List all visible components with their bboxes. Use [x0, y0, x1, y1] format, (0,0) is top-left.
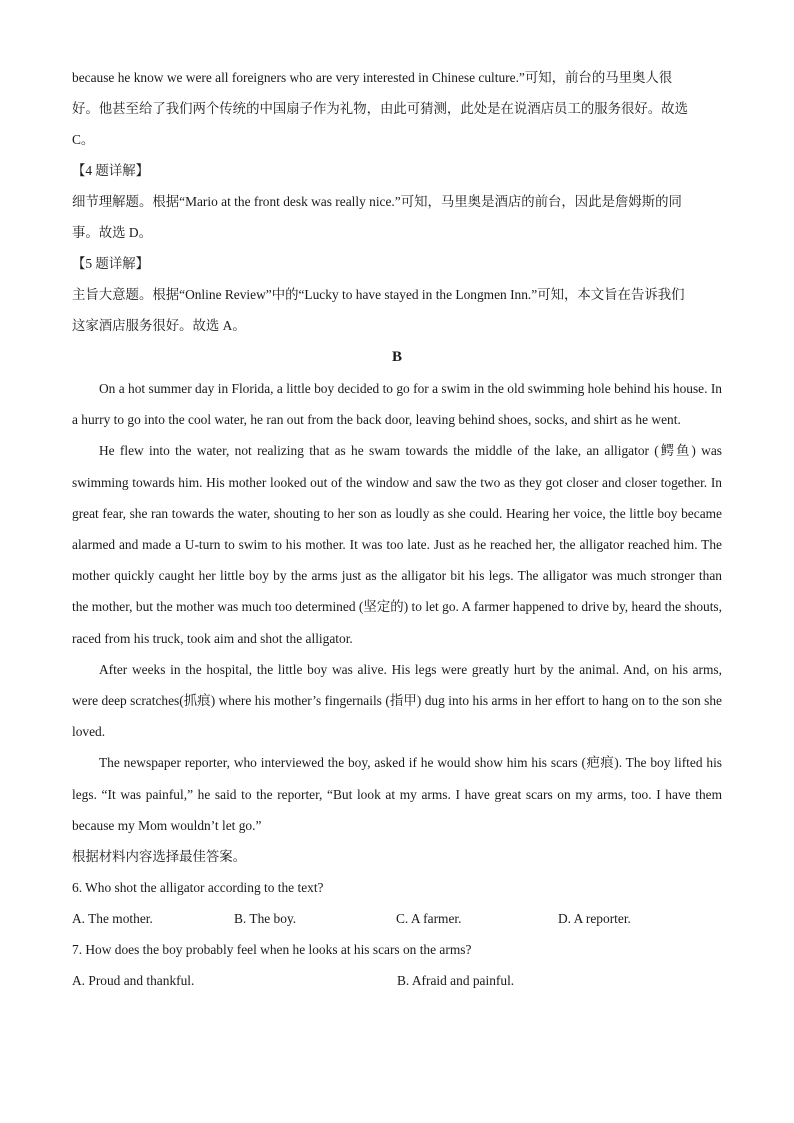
passage-paragraph-1: On a hot summer day in Florida, a little boy decided to go for a swim in the old swimming hole behind his house. In a hurry to go into the cool water, he ran out from the back door, leaving behind shoes, socks, and shirt as he went.: [72, 381, 722, 428]
q4-explanation-header: 【4 题详解】: [72, 163, 149, 178]
explanation-q3-continued-line-3: C。: [72, 132, 95, 147]
question-6-option-d: D. A reporter.: [558, 911, 631, 927]
question-7-option-a: A. Proud and thankful.: [72, 973, 195, 989]
passage-paragraph-2: He flew into the water, not realizing that as he swam towards the middle of the lake, an alligator (鳄鱼) was swimming towards him. His mother looked out of the window and saw the two as they got closer and closer together. In great fear, she ran towards the water, shouting to her son as loudly as she could. Hearing her voice, the little boy became alarmed and made a U-turn to swim to his mother. It was too late. Just as he reached her, the alligator reached him. The mother quickly caught her little boy by the arms just as the alligator bit his legs. The alligator was much stronger than the mother, but the mother was much too determined (坚定的) to let go. A farmer happened to drive by, heard the shouts, raced from his truck, took aim and shot the alligator.: [72, 443, 722, 646]
q4-explanation-line-2: 事。故选 D。: [72, 225, 152, 240]
q5-explanation-line-1: 主旨大意题。根据“Online Review”中的“Lucky to have stayed in the Longmen Inn.”可知，本文旨在告诉我们: [72, 287, 685, 302]
section-b-title: B: [391, 349, 402, 365]
question-6-stem: 6. Who shot the alligator according to the text?: [72, 880, 324, 896]
question-6-options: [72, 903, 722, 934]
instruction-text: 根据材料内容选择最佳答案。: [72, 849, 247, 865]
q4-explanation-line-1: 细节理解题。根据“Mario at the front desk was really nice.”可知，马里奥是酒店的前台，因此是詹姆斯的同: [72, 194, 682, 209]
q5-explanation-header: 【5 题详解】: [72, 256, 149, 271]
question-7-options: [72, 965, 722, 996]
document-page: [72, 62, 722, 996]
question-6-option-b: B. The boy.: [234, 911, 297, 927]
passage-paragraph-3: After weeks in the hospital, the little boy was alive. His legs were greatly hurt by the animal. And, on his arms, were deep scratches(抓痕) where his mother’s fingernails (指甲) dug into his arms in her effort to hang on to the son she loved.: [72, 661, 722, 740]
explanation-q3-continued-line-2: 好。他甚至给了我们两个传统的中国扇子作为礼物，由此可猜测，此处是在说酒店员工的服务很好。故选: [72, 101, 688, 116]
q5-explanation-line-2: 这家酒店服务很好。故选 A。: [72, 318, 246, 333]
passage-paragraph-4: The newspaper reporter, who interviewed the boy, asked if he would show him his scars (疤痕). The boy lifted his legs. “It was painful,” he said to the reporter, “But look at my arms. I have great scars on my arms, too. I have them because my Mom wouldn’t let go.”: [72, 755, 722, 833]
question-6-option-a: A. The mother.: [72, 911, 153, 927]
question-6-option-c: C. A farmer.: [396, 911, 462, 927]
question-7-stem: 7. How does the boy probably feel when he looks at his scars on the arms?: [72, 942, 472, 958]
question-7-option-b: B. Afraid and painful.: [397, 973, 515, 989]
explanation-q3-continued-line-1: because he know we were all foreigners who are very interested in Chinese culture.”可知，前台的马里奥人很: [72, 70, 673, 85]
